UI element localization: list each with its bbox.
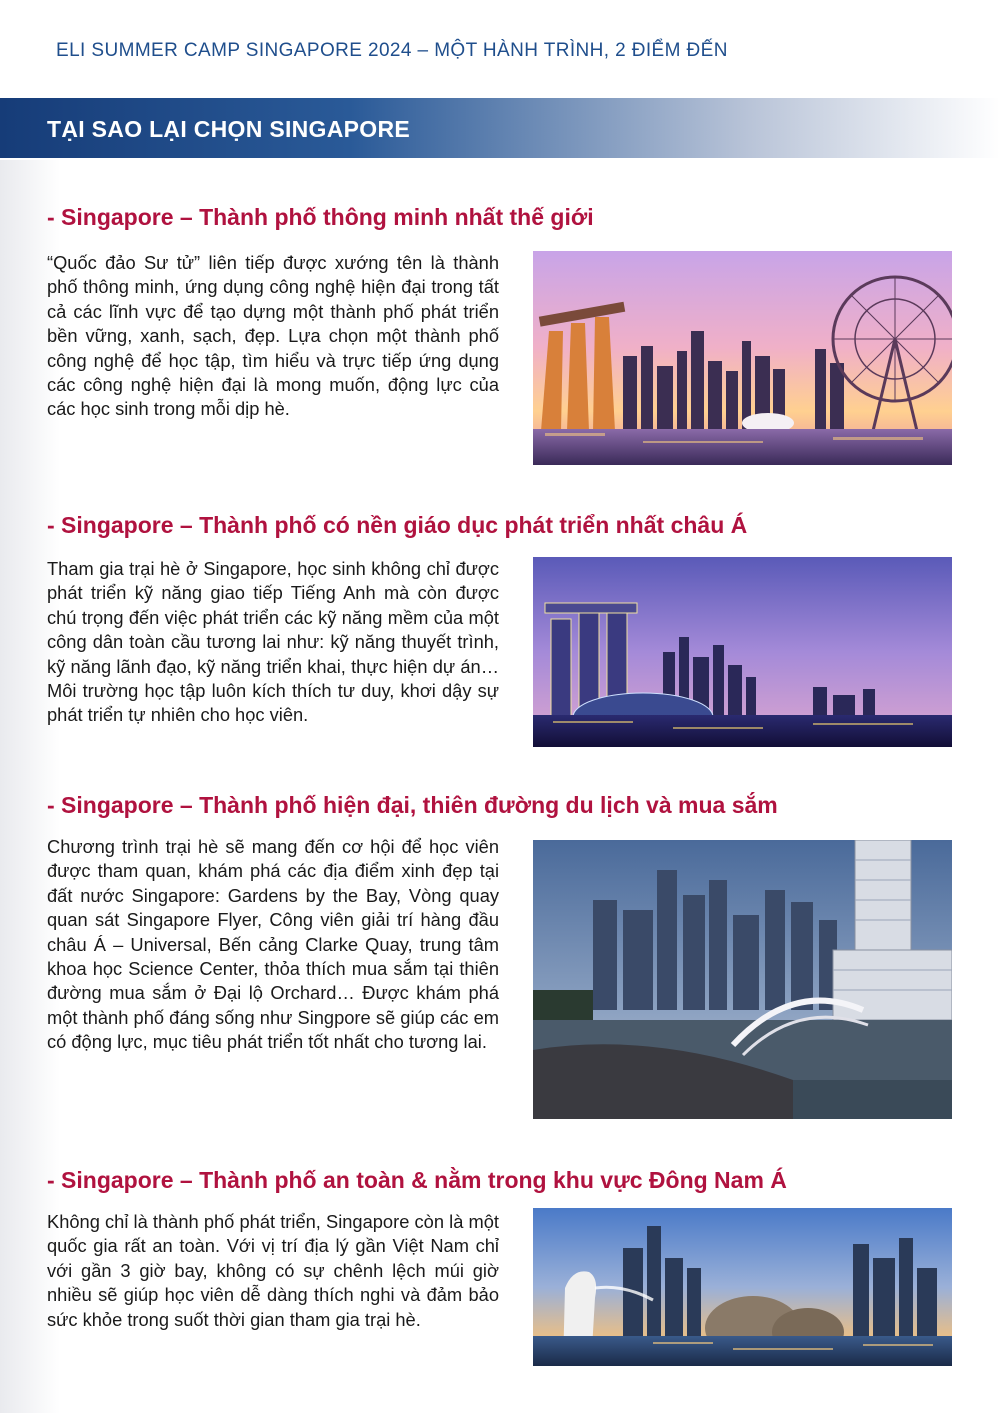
banner-title: TẠI SAO LẠI CHỌN SINGAPORE [47,116,411,142]
photo-marina-bay-sands-flyer [533,251,952,465]
photo-bridge-city-skyline [533,840,952,1119]
section-4-body: Không chỉ là thành phố phát triển, Singapore còn là một quốc gia rất an toàn. Với vị trí địa lý gần Việt Nam chỉ với gần 3 giờ bay, không có sự chênh lệch múi giờ nhiều sẽ giúp học viên dễ dàng thích nghi và đảm bảo sức khỏe trong suốt thời gian tham gia trại hè. [47,1211,499,1330]
page-header: ELI SUMMER CAMP SINGAPORE 2024 – MỘT HÀNH TRÌNH, 2 ĐIỂM ĐẾN [56,40,728,61]
section-banner [0,98,1000,158]
section-2-body: Tham gia trại hè ở Singapore, học sinh không chỉ được phát triển kỹ năng giao tiếp Tiếng Anh mà còn được chú trọng đến việc phát triển các kỹ năng mềm của một công dân toàn cầu tương lai như: kỹ năng thuyết trình, kỹ năng lãnh đạo, kỹ năng triển khai, thực hiện dự án…Môi trường học tập luôn kích thích tư duy, khơi dậy sự phát triển tự nhiên cho học viên. [47,558,499,726]
section-1-body: “Quốc đảo Sư tử” liên tiếp được xướng tên là thành phố thông minh, ứng dụng công nghệ hiện đại trong tất cả các lĩnh vực để tạo dựng một thành phố phát triển bền vững, xanh, sạch, đẹp. Lựa chọn một thành phố công nghệ để học tập, tìm hiểu và trực tiếp ứng dụng các công nghệ hiện đại là mong muốn, động lực của các học sinh trong mỗi dịp hè. [47,252,499,420]
section-3-title: - Singapore – Thành phố hiện đại, thiên đường du lịch và mua sắm [47,792,778,818]
photo-merlion-esplanade [533,1208,952,1366]
photo-marina-bay-night [533,557,952,747]
section-4-title: - Singapore – Thành phố an toàn & nằm trong khu vực Đông Nam Á [47,1167,787,1193]
section-3-body: Chương trình trại hè sẽ mang đến cơ hội để học viên được tham quan, khám phá các địa điểm xinh đẹp tại đất nước Singapore: Gardens by the Bay, Vòng quay quan sát Singapore Flyer, Công viên giải trí hàng đầu châu Á – Universal, Bến cảng Clarke Quay, trung tâm khoa học Science Center, thỏa thích mua sắm tại thiên đường mua sắm ở Đại lộ Orchard… Được khám phá một thành phố đáng sống như Singpore sẽ giúp các em có động lực, mục tiêu phát triển tốt nhất cho tương lai. [47,836,499,1053]
section-1-title: - Singapore – Thành phố thông minh nhất thế giới [47,204,594,230]
section-2-title: - Singapore – Thành phố có nền giáo dục phát triển nhất châu Á [47,512,748,538]
